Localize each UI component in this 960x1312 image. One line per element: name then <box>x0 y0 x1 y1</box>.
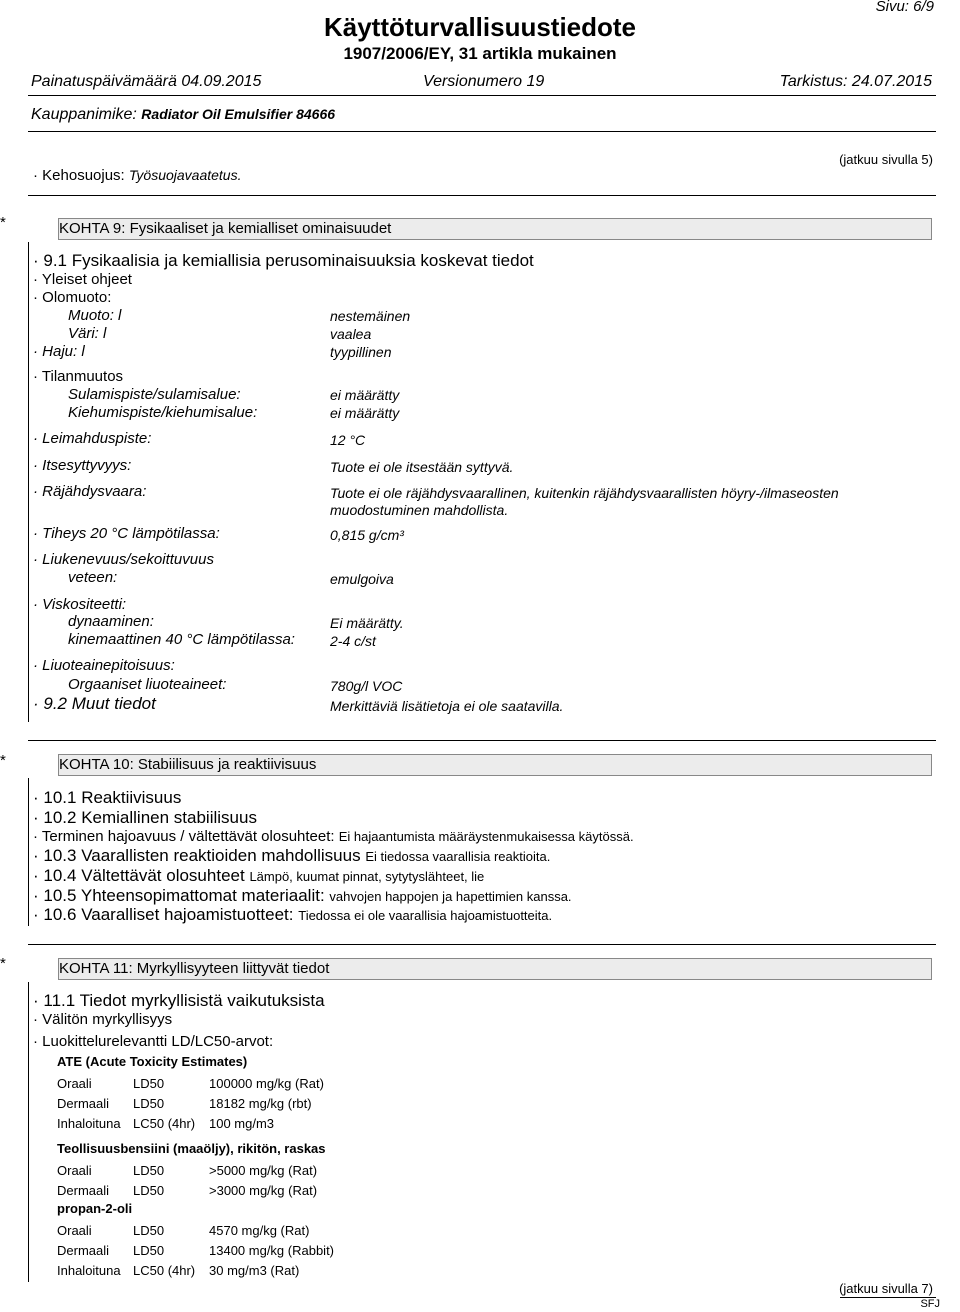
solubility-label: · Liukenevuus/sekoittuvuus <box>33 551 214 568</box>
self-ignition-value: Tuote ei ole itsestään syttyvä. <box>330 459 514 475</box>
hazardous-reactions: · 10.3 Vaarallisten reaktioiden mahdollisuus Ei tiedossa vaarallisia reaktioita. <box>33 846 551 865</box>
explosion-value-1: Tuote ei ole räjähdysvaarallinen, kuitenkin räjähdysvaarallisten höyry-/ilmaseosten <box>330 485 839 501</box>
cell-value: >5000 mg/kg (Rat) <box>209 1162 318 1178</box>
propanol-table <box>57 1220 409 1280</box>
header-rule-2 <box>28 131 936 132</box>
viscosity-label: · Viskositeetti: <box>33 596 127 613</box>
section11-title: KOHTA 11: Myrkyllisyyteen liittyvät tiedot <box>59 960 330 977</box>
trade-name <box>31 106 335 124</box>
odor-value: tyypillinen <box>330 344 392 360</box>
cell-value: 13400 mg/kg (Rabbit) <box>209 1242 335 1258</box>
divider-prev <box>28 195 936 196</box>
melting-label: Sulamispiste/sulamisalue: <box>68 386 241 403</box>
acute-toxicity: · Välitön myrkyllisyys <box>33 1011 173 1028</box>
footer-code: SFJ <box>920 1298 940 1310</box>
cell-route: Inhaloituna <box>57 1115 121 1131</box>
table-row <box>57 1180 409 1200</box>
document-subtitle: 1907/2006/EY, 31 artikla mukainen <box>343 44 617 63</box>
reactivity: · 10.1 Reaktiivisuus <box>33 788 182 807</box>
chemical-stability: · 10.2 Kemiallinen stabiilisuus <box>33 808 257 827</box>
dynamic-label: dynaaminen: <box>68 613 154 630</box>
cell-test: LD50 <box>133 1182 165 1198</box>
propanol-heading: propan-2-oli <box>57 1201 133 1216</box>
section11-band <box>58 958 932 980</box>
organic-solvents-value: 780g/l VOC <box>330 678 403 694</box>
cell-route: Inhaloituna <box>57 1262 121 1278</box>
print-date: Painatuspäivämäärä 04.09.2015 <box>31 73 262 90</box>
page-number: Sivu: 6/9 <box>875 0 934 15</box>
self-ignition-label: · Itsesyttyvyys: <box>33 457 132 474</box>
cell-route: Oraali <box>57 1162 92 1178</box>
divider-10-11 <box>28 944 936 945</box>
section10-band <box>58 754 932 776</box>
cell-value: 18182 mg/kg (rbt) <box>209 1095 312 1111</box>
cell-test: LC50 (4hr) <box>133 1115 196 1131</box>
trade-name-label: Kauppanimike: <box>31 106 137 123</box>
decomposition-products: · 10.6 Vaaralliset hajoamistuotteet: Tiedossa ei ole vaarallisia hajoamistuotteita. <box>33 905 553 924</box>
section11-left-rule <box>28 982 29 1282</box>
section9-marker: * <box>0 214 6 231</box>
thermal-decomposition: · Terminen hajoavuus / vältettävät olosuhteet: Ei hajaantumista määräystenmukaisessa käytössä. <box>33 828 634 845</box>
organic-solvents-label: Orgaaniset liuoteaineet: <box>68 676 227 693</box>
body-protection: · Kehosuojus: Työsuojavaatetus. <box>33 167 242 184</box>
mineral-heading: Teollisuusbensiini (maaöljy), rikitön, raskas <box>57 1141 326 1156</box>
cell-route: Dermaali <box>57 1095 110 1111</box>
section9-band <box>58 218 932 240</box>
boiling-label: Kiehumispiste/kiehumisalue: <box>68 404 258 421</box>
cell-test: LD50 <box>133 1075 165 1091</box>
cell-test: LD50 <box>133 1162 165 1178</box>
other-info-label: · 9.2 Muut tiedot <box>33 694 156 713</box>
ate-heading: ATE (Acute Toxicity Estimates) <box>57 1054 248 1069</box>
cell-value: 4570 mg/kg (Rat) <box>209 1222 310 1238</box>
table-row <box>57 1220 409 1240</box>
flash-point-value: 12 °C <box>330 432 366 448</box>
state-change-label: · Tilanmuutos <box>33 368 124 385</box>
mineral-table <box>57 1160 409 1200</box>
incompatible-materials: · 10.5 Yhteensopimattomat materiaalit: vahvojen happojen ja hapettimien kanssa. <box>33 886 572 905</box>
cell-route: Oraali <box>57 1075 92 1091</box>
conditions-to-avoid: · 10.4 Vältettävät olosuhteet Lämpö, kuumat pinnat, sytytyslähteet, lie <box>33 866 485 885</box>
water-label: veteen: <box>68 569 118 586</box>
ld-lc50-values: · Luokittelurelevantti LD/LC50-arvot: <box>33 1033 274 1050</box>
section10-left-rule <box>28 778 29 926</box>
cell-test: LD50 <box>133 1242 165 1258</box>
dynamic-value: Ei määrätty. <box>330 615 404 631</box>
table-row <box>57 1073 409 1093</box>
color-label: Väri: l <box>68 325 107 342</box>
divider-9-10 <box>28 740 936 741</box>
section10-marker: * <box>0 752 6 769</box>
continued-to: (jatkuu sivulla 7) <box>839 1281 933 1296</box>
ate-table <box>57 1073 409 1133</box>
boiling-value: ei määrätty <box>330 405 400 421</box>
revision-date: Tarkistus: 24.07.2015 <box>779 73 932 90</box>
density-label: · Tiheys 20 °C lämpötilassa: <box>33 525 220 542</box>
density-value: 0,815 g/cm³ <box>330 527 404 543</box>
cell-value: >3000 mg/kg (Rat) <box>209 1182 318 1198</box>
cell-value: 100 mg/m3 <box>209 1115 275 1131</box>
section10-title: KOHTA 10: Stabiilisuus ja reaktiivisuus <box>59 756 317 773</box>
form-label: Muoto: l <box>68 307 122 324</box>
cell-route: Oraali <box>57 1222 92 1238</box>
toxicological-info: · 11.1 Tiedot myrkyllisistä vaikutuksista <box>33 991 325 1010</box>
form-value: nestemäinen <box>330 308 411 324</box>
kinematic-label: kinemaattinen 40 °C lämpötilassa: <box>68 631 295 648</box>
continued-from: (jatkuu sivulla 5) <box>839 152 933 167</box>
cell-test: LD50 <box>133 1222 165 1238</box>
table-row <box>57 1113 409 1133</box>
cell-value: 30 mg/m3 (Rat) <box>209 1262 300 1278</box>
solvent-label: · Liuoteainepitoisuus: <box>33 657 175 674</box>
cell-route: Dermaali <box>57 1182 110 1198</box>
table-row <box>57 1260 409 1280</box>
trade-name-value: Radiator Oil Emulsifier 84666 <box>141 106 336 122</box>
version-number: Versionumero 19 <box>423 73 545 90</box>
other-info-value: Merkittäviä lisätietoja ei ole saatavilla. <box>330 698 564 714</box>
melting-value: ei määrätty <box>330 387 400 403</box>
water-value: emulgoiva <box>330 571 394 587</box>
section9-left-rule <box>28 242 29 722</box>
section11-marker: * <box>0 955 6 972</box>
table-row <box>57 1093 409 1113</box>
flash-point-label: · Leimahduspiste: <box>33 430 152 447</box>
appearance-label: · Olomuoto: <box>33 289 112 306</box>
cell-route: Dermaali <box>57 1242 110 1258</box>
table-row <box>57 1160 409 1180</box>
cell-test: LC50 (4hr) <box>133 1262 196 1278</box>
color-value: vaalea <box>330 326 372 342</box>
explosion-value-2: muodostuminen mahdollista. <box>330 502 509 518</box>
odor-label: · Haju: l <box>33 343 85 360</box>
document-title: Käyttöturvallisuustiedote <box>323 12 637 42</box>
explosion-label: · Räjähdysvaara: <box>33 483 147 500</box>
cell-value: 100000 mg/kg (Rat) <box>209 1075 324 1091</box>
section9-heading: · 9.1 Fysikaalisia ja kemiallisia perusominaisuuksia koskevat tiedot <box>33 251 534 270</box>
table-row <box>57 1240 409 1260</box>
section9-title: KOHTA 9: Fysikaaliset ja kemialliset ominaisuudet <box>59 220 392 237</box>
cell-test: LD50 <box>133 1095 165 1111</box>
kinematic-value: 2-4 c/st <box>330 633 376 649</box>
general-info: · Yleiset ohjeet <box>33 271 132 288</box>
header-rule-1 <box>28 95 936 96</box>
